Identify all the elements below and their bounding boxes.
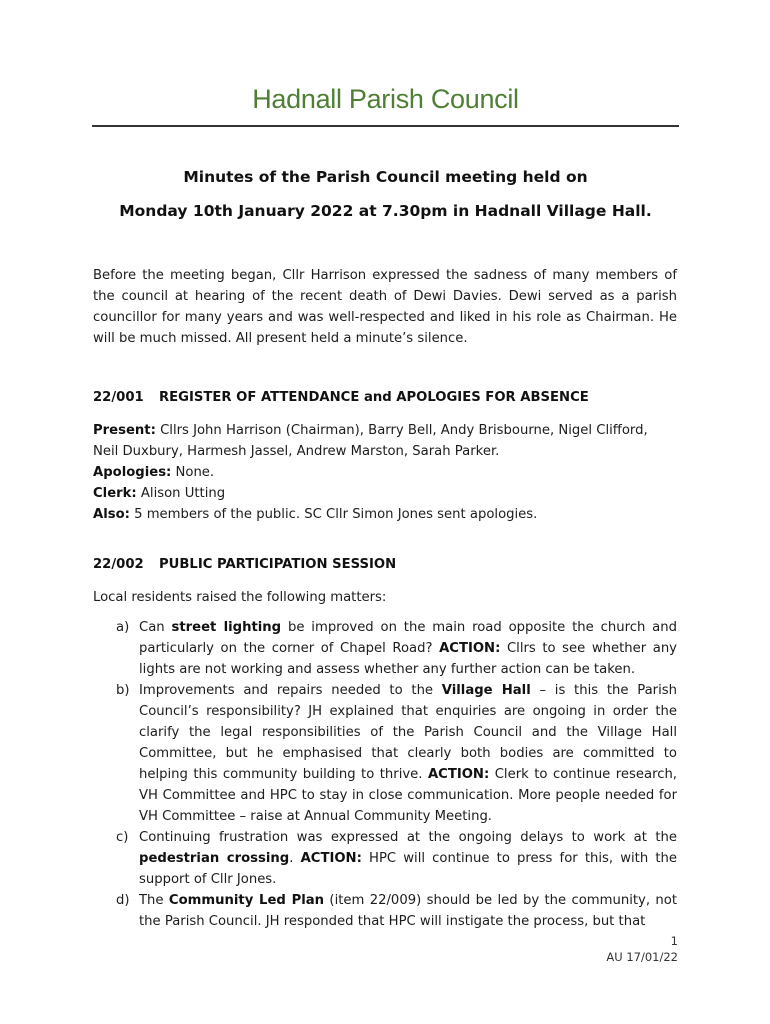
item-text: The <box>139 893 169 908</box>
item-text: Can <box>139 620 172 635</box>
item-text: be improved on the main road opposite the church and particularly on the corner of Chapel Road? <box>139 620 677 656</box>
item-emphasis: Community Led Plan <box>168 893 325 908</box>
list-item <box>93 617 677 680</box>
list-item <box>93 890 677 932</box>
apologies-text: None. <box>171 465 215 480</box>
item-text: Clerk to continue research, VH Committee and HPC to stay in close communication. More people needed for VH Committee – raise at Annual Community Meeting. <box>139 767 677 824</box>
item-text: Continuing frustration was expressed at the ongoing delays to work at the <box>139 830 677 845</box>
section-title: PUBLIC PARTICIPATION SESSION <box>159 557 397 572</box>
action-label: ACTION: <box>439 641 501 656</box>
item-text: Improvements and repairs needed to the <box>139 683 442 698</box>
clerk-label: Clerk: <box>93 486 137 501</box>
also-label: Also: <box>93 507 130 522</box>
item-text: Cllrs to see whether any lights are not working and assess whether any further action can be taken. <box>139 641 677 677</box>
section-number: 22/001 <box>93 390 144 405</box>
meeting-heading-line2: Monday 10th January 2022 at 7.30pm in Hadnall Village Hall. <box>119 202 652 220</box>
section-title: REGISTER OF ATTENDANCE and APOLOGIES FOR ABSENCE <box>159 390 589 405</box>
present-line <box>93 420 677 462</box>
footer-reference: AU 17/01/22 <box>606 950 678 964</box>
meeting-heading-line1: Minutes of the Parish Council meeting held on <box>183 168 588 186</box>
list-item-label: b) <box>116 683 130 698</box>
present-text: Cllrs John Harrison (Chairman), Barry Bell, Andy Brisbourne, Nigel Clifford, Neil Duxbury, Harmesh Jassel, Andrew Marston, Sarah Parker. <box>93 423 648 459</box>
list-item-label: a) <box>116 620 130 635</box>
list-item <box>93 827 677 890</box>
page-number: 1 <box>670 934 678 948</box>
list-item-label: d) <box>116 893 130 908</box>
matters-list <box>93 617 677 932</box>
title-divider <box>92 125 679 127</box>
apologies-label: Apologies: <box>93 465 172 480</box>
section-number: 22/002 <box>93 557 144 572</box>
item-text: HPC will continue to press for this, with the support of Cllr Jones. <box>139 851 677 887</box>
public-participation-lead: Local residents raised the following matters: <box>93 590 387 605</box>
section-heading-22-002 <box>93 557 396 572</box>
intro-paragraph: Before the meeting began, Cllr Harrison expressed the sadness of many members of the council at hearing of the recent death of Dewi Davies. Dewi served as a parish councillor for many years and was well-respected and liked in his role as Chairman. He will be much missed. All present held a minute’s silence. <box>93 268 677 346</box>
item-text: – is this the Parish Council’s responsibility? JH explained that enquiries are ongoing in order the clarify the legal responsibilities of the Parish Council and the Village Hall Committee, but he emphasised that clearly both bodies are committed to helping this community building to thrive. <box>139 683 677 782</box>
section-heading-22-001 <box>93 390 589 405</box>
present-label: Present: <box>93 423 156 438</box>
list-item <box>93 680 677 827</box>
council-title: Hadnall Parish Council <box>252 84 519 114</box>
clerk-text: Alison Utting <box>136 486 226 501</box>
item-text: (item 22/009) should be led by the community, not the Parish Council. JH responded that HPC will instigate the process, but that <box>139 893 677 929</box>
also-text: 5 members of the public. SC Cllr Simon Jones sent apologies. <box>129 507 538 522</box>
item-emphasis: street lighting <box>171 620 282 635</box>
item-emphasis: pedestrian crossing <box>139 851 290 866</box>
clerk-line <box>93 483 677 504</box>
action-label: ACTION: <box>427 767 490 782</box>
list-item-label: c) <box>116 830 129 845</box>
apologies-line <box>93 462 677 483</box>
item-text: . <box>289 851 301 866</box>
item-emphasis: Village Hall <box>441 683 531 698</box>
also-line <box>93 504 677 525</box>
action-label: ACTION: <box>300 851 362 866</box>
